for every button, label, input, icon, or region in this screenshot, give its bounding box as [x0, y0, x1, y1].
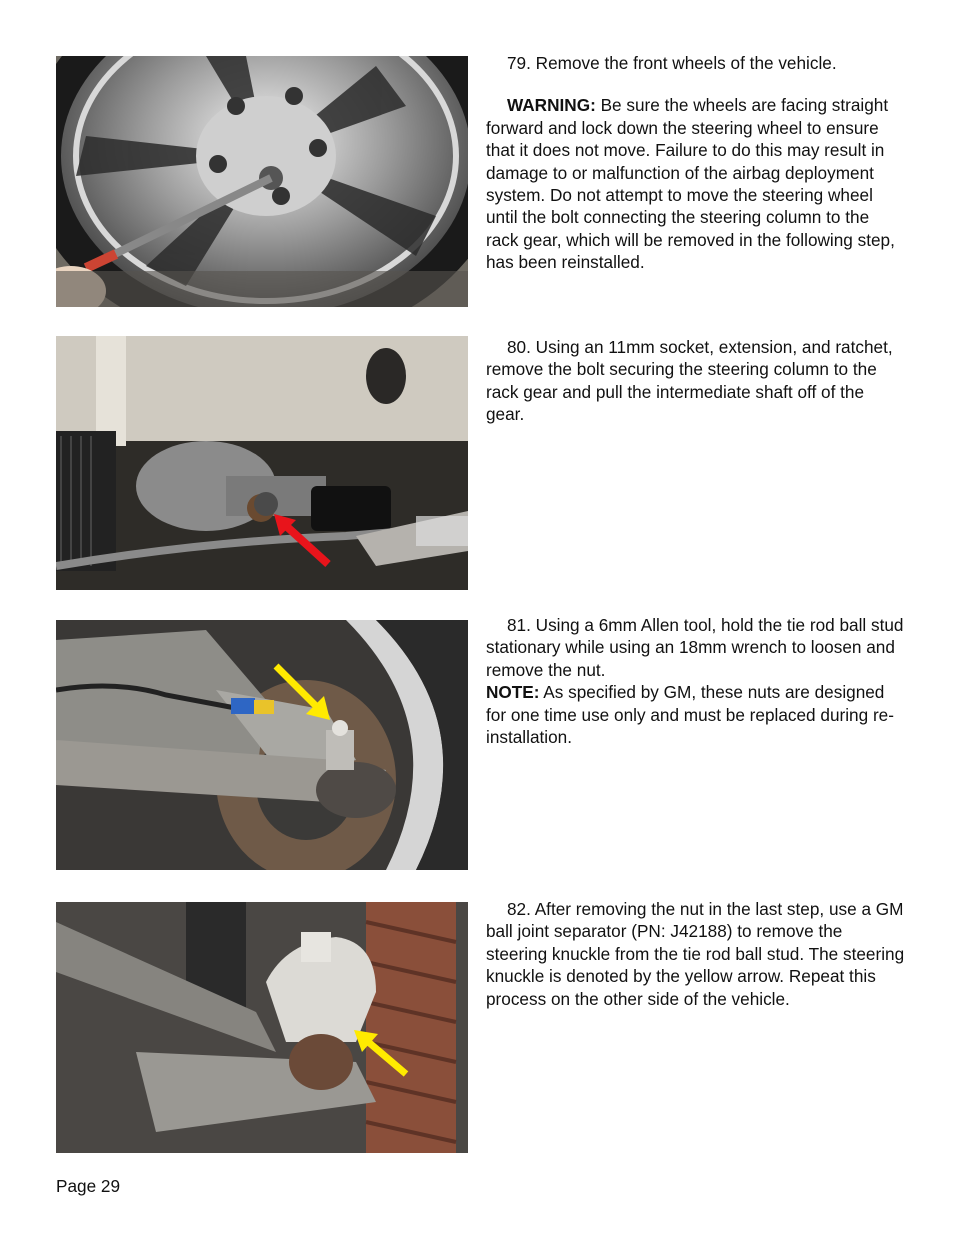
note-text: As specified by GM, these nuts are designed for one time use only and must be replaced during re-installation. — [486, 682, 894, 748]
page-number: Page 29 — [56, 1176, 121, 1196]
step-82 — [486, 898, 906, 1010]
step-80 — [486, 336, 906, 426]
step-82-text: 82. After removing the nut in the last step, use a GM ball joint separator (PN: J42188) to remove the steering knuckle from the tie rod ball stud. The steering knuckle is denoted by the yellow arrow. Repeat this process on the other side of the vehicle. — [486, 899, 905, 1009]
photo-tie-rod-nut — [56, 620, 468, 870]
warning-text: Be sure the wheels are facing straight forward and lock down the steering wheel to ensure that it does not move. Failure to do this may result in damage to or malfunction of the airbag deployment system. Do not attempt to move the steering wheel until the bolt connecting the steering column to the rack gear, which will be removed in the following step, has been reinstalled. — [486, 95, 895, 273]
photo-wheel-removal — [56, 56, 468, 307]
photo-ball-joint-separator — [56, 902, 468, 1153]
step-79-text: 79. Remove the front wheels of the vehicle. — [507, 53, 837, 73]
step-81 — [486, 614, 906, 748]
note-label: NOTE: — [486, 682, 540, 703]
step-81-text: 81. Using a 6mm Allen tool, hold the tie rod ball stud stationary while using an 18mm wrench to loosen and remove the nut. — [486, 615, 904, 680]
photo-steering-column-bolt — [56, 336, 468, 590]
step-79 — [486, 52, 906, 274]
step-79-warning — [486, 94, 906, 273]
step-80-text: 80. Using an 11mm socket, extension, and ratchet, remove the bolt securing the steering column to the rack gear and pull the intermediate shaft off of the gear. — [486, 337, 893, 425]
warning-label: WARNING: — [507, 95, 596, 116]
step-81-note — [486, 681, 906, 748]
